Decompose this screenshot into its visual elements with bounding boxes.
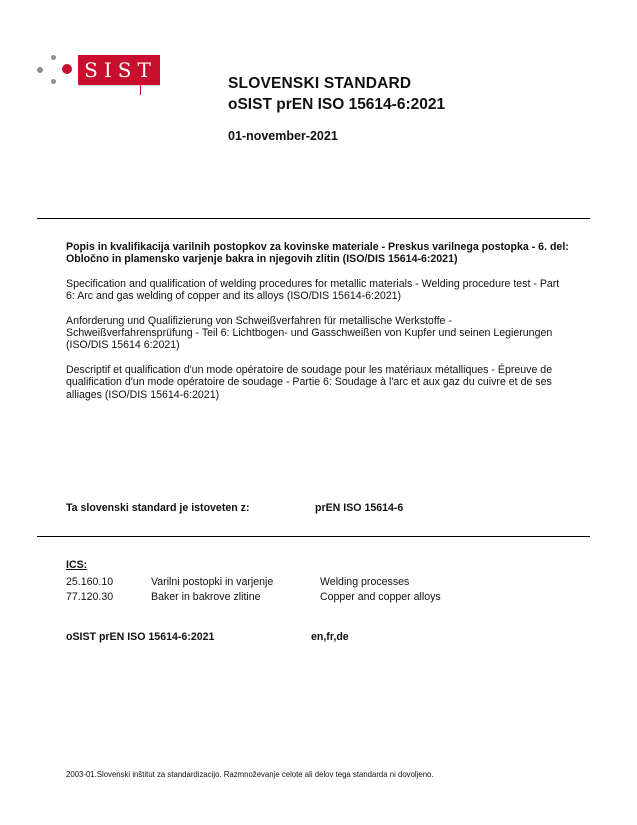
equivalence-line (66, 502, 404, 514)
ics-description-sl: Varilni postopki in varjenje (151, 576, 274, 588)
logo-dot (37, 67, 43, 73)
title-german: Anforderung und Qualifizierung von Schweißverfahren für metallische Werkstoffe - Schweißverfahrensprüfung - Teil 6: Lichtbogen- und Gasschweißen von Kupfer und seinen Legierungen (ISO/DIS 15614 6:2021) (66, 314, 553, 352)
ics-code: 77.120.30 (66, 591, 114, 603)
ics-description-sl: Baker in bakrove zlitine (151, 591, 261, 603)
ics-description-en: Welding processes (320, 576, 410, 588)
ics-section (66, 559, 571, 605)
ics-row (66, 575, 571, 590)
ics-title: ICS: (66, 559, 88, 571)
title-french: Descriptif et qualification d'un mode opératoire de soudage pour les matériaux métalliques - Épreuve de qualification d'un mode opératoire de soudage - Partie 6: Soudage à l'arc et aux gaz du cuivre et de ses alliages (ISO/DIS 15614-6:2021) (66, 363, 553, 401)
title-slovenian: Popis in kvalifikacija varilnih postopkov za kovinske materiale - Preskus varilnega postopka - 6. del: Obločno in plamensko varjenje bakra in njegovih zlitin (ISO/DIS 15614-6:2021) (66, 241, 569, 266)
logo-wordmark: SIST (78, 55, 160, 85)
publication-date: 01-november-2021 (228, 129, 338, 143)
bottom-rule (37, 536, 590, 537)
equivalence-label: Ta slovenski standard je istoveten z: (66, 502, 250, 514)
equivalence-value: prEN ISO 15614-6 (315, 502, 404, 514)
ics-code: 25.160.10 (66, 576, 114, 588)
ics-description-en: Copper and copper alloys (320, 591, 441, 603)
logo-rule (140, 85, 141, 95)
reference-languages: en,fr,de (311, 631, 349, 643)
reference-designation: oSIST prEN ISO 15614-6:2021 (66, 631, 215, 643)
titles-section (66, 241, 571, 413)
top-rule (37, 218, 590, 219)
ics-row (66, 590, 571, 605)
document-header (228, 73, 608, 143)
reference-line (66, 631, 349, 643)
logo-dots (32, 55, 76, 93)
standard-kind: SLOVENSKI STANDARD (228, 75, 412, 92)
logo-dot (62, 64, 72, 74)
logo-dot (51, 79, 56, 84)
sist-logo (32, 55, 166, 93)
standard-designation: oSIST prEN ISO 15614-6:2021 (228, 96, 446, 113)
logo-dot (51, 55, 56, 60)
logo-underline (78, 85, 160, 86)
copyright-footer: 2003-01.Slovenski inštitut za standardizacijo. Razmnoževanje celote ali delov tega standarda ni dovoljeno. (66, 770, 434, 779)
title-english: Specification and qualification of welding procedures for metallic materials - Welding procedure test - Part 6: Arc and gas welding of copper and its alloys (ISO/DIS 15614-6:2021) (66, 277, 560, 303)
